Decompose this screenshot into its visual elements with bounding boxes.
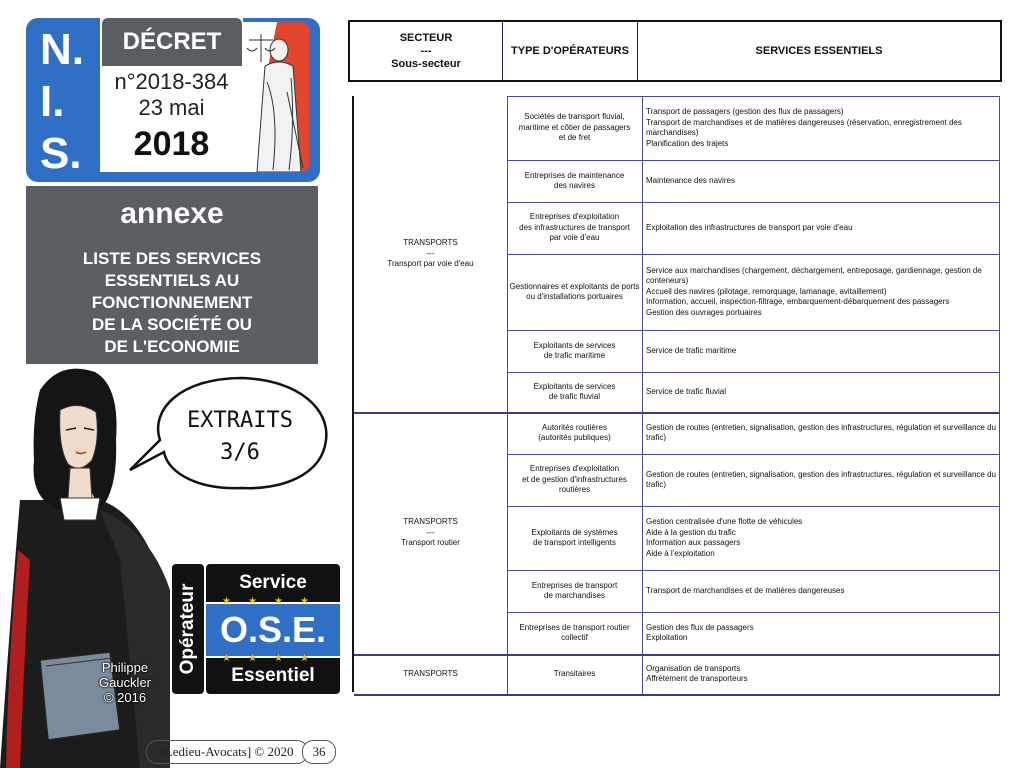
operator-type-line: Entreprises d'exploitation bbox=[529, 212, 620, 222]
column-divider bbox=[642, 96, 643, 694]
service-line: Gestion centralisée d'une flotte de véhicules bbox=[646, 517, 803, 526]
operator-type-line: routières bbox=[558, 485, 591, 495]
operator-type-cell bbox=[507, 506, 642, 570]
column-divider bbox=[507, 96, 508, 694]
operator-type-cell bbox=[507, 330, 642, 372]
operator-type-cell bbox=[507, 372, 642, 412]
operator-type-cell bbox=[507, 412, 642, 454]
operator-type-cell bbox=[507, 160, 642, 202]
service-line: Aide à la gestion du trafic bbox=[646, 527, 736, 537]
operator-type-cell bbox=[507, 202, 642, 254]
service-line: Service de trafic fluvial bbox=[646, 386, 727, 396]
annexe-line: DE L'ECONOMIE bbox=[104, 337, 240, 356]
annexe-line: DE LA SOCIÉTÉ OU bbox=[92, 315, 252, 334]
service-cell bbox=[646, 160, 996, 202]
credit-line: Gauckler bbox=[98, 675, 152, 690]
annexe-line: FONCTIONNEMENT bbox=[91, 293, 253, 312]
sector-line: TRANSPORTS bbox=[403, 517, 458, 527]
service-line: marchandises) bbox=[646, 128, 699, 137]
operator-type-line: et de fret bbox=[558, 133, 591, 143]
service-cell bbox=[646, 96, 996, 160]
operator-type-cell bbox=[507, 654, 642, 694]
service-cell bbox=[646, 202, 996, 254]
service-cell bbox=[646, 570, 996, 612]
service-line: trafic) bbox=[646, 480, 666, 489]
service-line: Exploitation bbox=[646, 633, 688, 642]
operator-type-line: des navires bbox=[554, 181, 595, 190]
sector-line: Transport par voie d'eau bbox=[387, 259, 474, 269]
decret-number: n°2018-384 bbox=[114, 69, 229, 94]
service-cell bbox=[646, 412, 996, 454]
operator-type-line: Exploitants de services bbox=[533, 381, 616, 391]
eu-star-icon: ★ bbox=[248, 653, 257, 664]
service-cell bbox=[646, 612, 996, 654]
column-divider bbox=[999, 96, 1000, 694]
decret-year: 2018 bbox=[133, 125, 210, 163]
decret-date: 23 mai bbox=[138, 95, 205, 120]
operator-type-line: ou d'installations portuaires bbox=[526, 292, 623, 301]
ose-operateur-label: Opérateur bbox=[177, 583, 198, 675]
operator-type-line: Sociétés de transport fluvial, bbox=[524, 112, 625, 122]
operator-type-cell bbox=[507, 96, 642, 160]
annexe-line: ESSENTIELS AU bbox=[104, 271, 240, 290]
sector-line: --- bbox=[426, 248, 435, 258]
operator-type-line: Autorités routières bbox=[542, 422, 607, 432]
bubble-line-1: EXTRAITS bbox=[187, 408, 293, 433]
service-line: conteneurs) bbox=[646, 276, 689, 286]
operator-type-line: de transport intelligents bbox=[533, 538, 616, 547]
service-line: Transport de passagers (gestion des flux de passagers) bbox=[646, 107, 844, 116]
annexe-line: LISTE DES SERVICES bbox=[82, 249, 262, 268]
service-line: Planification des trajets bbox=[646, 138, 729, 148]
operator-type-line: collectif bbox=[561, 633, 588, 642]
service-cell bbox=[646, 372, 996, 412]
service-cell bbox=[646, 454, 996, 506]
ose-essentiel-label: Essentiel bbox=[206, 658, 340, 694]
table-top-border bbox=[507, 96, 1000, 97]
service-line: Information, accueil, inspection-filtrage, embarquement-débarquement des passagers bbox=[646, 297, 950, 307]
eu-star-icon: ★ bbox=[300, 596, 309, 607]
operator-type-line: maritime et côtier de passagers bbox=[518, 122, 631, 132]
eu-star-icon: ★ bbox=[274, 653, 283, 664]
credit-line: © 2016 bbox=[103, 690, 147, 705]
sector-line: Transport routier bbox=[401, 538, 460, 548]
header-secteur-line: Sous-secteur bbox=[391, 57, 461, 70]
service-cell bbox=[646, 330, 996, 372]
header-services-essentiels: SERVICES ESSENTIELS bbox=[755, 44, 883, 57]
operator-type-line: (autorités publiques) bbox=[538, 433, 611, 442]
operator-type-line: Exploitants de services bbox=[533, 340, 616, 350]
speech-bubble-text bbox=[170, 405, 310, 469]
service-line: Affrètement de transporteurs bbox=[646, 674, 748, 683]
ose-badge-vertical bbox=[172, 564, 204, 694]
operator-type-line: de marchandises bbox=[544, 591, 605, 600]
operator-type-line: et de gestion d'infrastructures bbox=[522, 474, 627, 484]
operator-type-line: Gestionnaires et exploitants de ports bbox=[509, 281, 640, 291]
credit-line: Philippe bbox=[101, 660, 149, 675]
ose-acronym: O.S.E. bbox=[206, 604, 340, 656]
nis-letter-s: S. bbox=[40, 129, 82, 178]
service-line: Service de trafic maritime bbox=[646, 345, 737, 355]
service-line: Organisation de transports bbox=[646, 663, 741, 673]
group-separator bbox=[354, 694, 1000, 696]
decret-label: DÉCRET bbox=[102, 18, 242, 66]
operator-type-line: par voie d'eau bbox=[549, 233, 600, 243]
service-line: Gestion de routes (entretien, signalisation, gestion des infrastructures, régulation et surveillance du bbox=[646, 422, 996, 432]
operator-type-line: Entreprises de transport routier bbox=[519, 622, 630, 632]
eu-star-icon: ★ bbox=[248, 596, 257, 607]
nis-letter-n: N. bbox=[40, 25, 84, 74]
sector-cell bbox=[354, 96, 507, 412]
sector-cell bbox=[354, 412, 507, 654]
service-line: Gestion de routes (entretien, signalisation, gestion des infrastructures, régulation et surveillance du bbox=[646, 469, 996, 479]
service-line: Gestion des ouvrages portuaires bbox=[646, 307, 762, 317]
service-line: Aide à l'exploitation bbox=[646, 548, 715, 558]
service-line: Maintenance des navires bbox=[646, 175, 735, 185]
operator-type-cell bbox=[507, 454, 642, 506]
services-table bbox=[352, 96, 1000, 692]
operator-type-line: de trafic maritime bbox=[543, 351, 606, 360]
eu-star-icon: ★ bbox=[300, 653, 309, 664]
service-line: Transport de marchandises et de matières dangereuses bbox=[646, 585, 845, 595]
annexe-title: annexe bbox=[120, 197, 224, 230]
header-secteur bbox=[350, 22, 503, 80]
service-cell bbox=[646, 506, 996, 570]
header-type-operateurs: TYPE D'OPÉRATEURS bbox=[503, 22, 638, 80]
service-line: Information aux passagers bbox=[646, 538, 741, 547]
operator-type-line: Entreprises d'exploitation bbox=[529, 464, 620, 474]
sector-line: --- bbox=[426, 527, 435, 537]
nis-letter-i: I. bbox=[40, 77, 65, 126]
eu-star-icon: ★ bbox=[222, 653, 231, 664]
eu-star-icon: ★ bbox=[274, 596, 283, 607]
service-line: Gestion des flux de passagers bbox=[646, 622, 754, 632]
operator-type-line: des infrastructures de transport bbox=[519, 222, 630, 232]
service-cell bbox=[646, 254, 996, 330]
operator-type-line: Entreprises de transport bbox=[531, 580, 618, 590]
eu-star-icon: ★ bbox=[222, 596, 231, 607]
service-line: Transport de marchandises et de matières dangereuses (réservation, enregistrement des bbox=[646, 117, 962, 127]
bubble-line-2: 3/6 bbox=[220, 440, 260, 465]
sector-line: TRANSPORTS bbox=[403, 238, 458, 248]
service-line: Exploitation des infrastructures de transport par voie d'eau bbox=[646, 222, 853, 232]
operator-type-line: de trafic fluvial bbox=[548, 392, 601, 401]
operator-type-cell bbox=[507, 612, 642, 654]
illustration-credit bbox=[90, 660, 160, 705]
sector-line: TRANSPORTS bbox=[403, 668, 458, 678]
operator-type-line: Transitaires bbox=[553, 668, 596, 678]
operator-type-line: Entreprises de maintenance bbox=[524, 170, 625, 180]
operator-type-line: Exploitants de systèmes bbox=[531, 527, 618, 537]
service-line: Accueil des navires (pilotage, remorquage, lamanage, avitaillement) bbox=[646, 286, 887, 296]
operator-type-cell bbox=[507, 254, 642, 330]
operator-type-cell bbox=[507, 570, 642, 612]
sector-cell bbox=[354, 654, 507, 694]
service-cell bbox=[646, 654, 996, 694]
header-secteur-line: SECTEUR bbox=[399, 31, 453, 44]
service-line: trafic) bbox=[646, 433, 666, 442]
service-line: Service aux marchandises (chargement, déchargement, entreposage, gardiennage, gestion de bbox=[646, 265, 982, 275]
table-header bbox=[348, 20, 1002, 82]
header-secteur-line: --- bbox=[420, 44, 432, 57]
ose-service-label: Service bbox=[206, 564, 340, 602]
footer-copyright: [Ledieu-Avocats] © 2020 bbox=[146, 740, 308, 764]
page-number: 36 bbox=[302, 740, 336, 764]
